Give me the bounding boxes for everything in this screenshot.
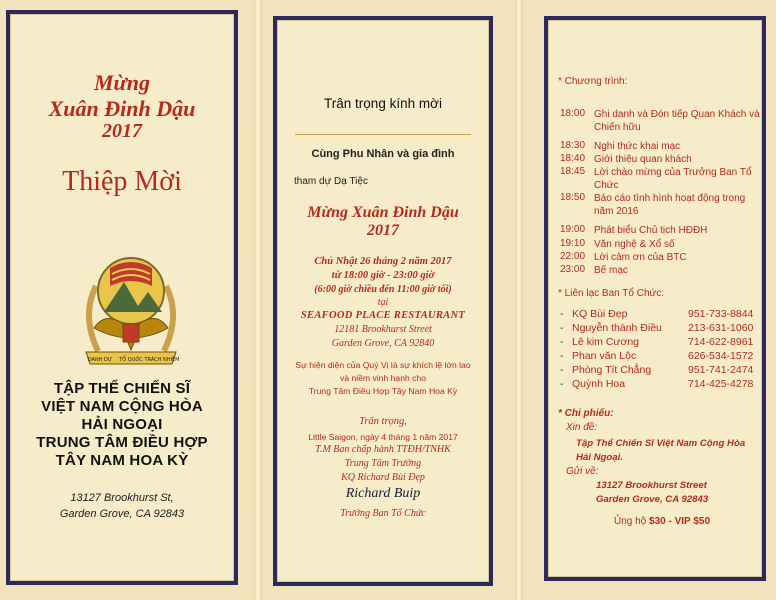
address-line2: Garden Grove, CA 92843 xyxy=(59,508,185,520)
role: Trung Tâm Trưởng xyxy=(344,458,422,469)
payable-line1: Tập Thể Chiến Sĩ Việt Nam Cộng Hòa xyxy=(576,438,746,449)
schedule-row xyxy=(560,192,760,218)
schedule-event: Báo cáo tình hình hoạt động trong năm 2016 xyxy=(594,193,746,217)
fold-line-left xyxy=(254,0,262,600)
contact-name: KQ Bùi Đẹp xyxy=(572,308,628,320)
contact-phone[interactable]: 626-534-1572 xyxy=(688,350,754,362)
check-heading: * Chi phiếu: xyxy=(558,408,614,419)
presence-line2: và niềm vinh hạnh cho xyxy=(340,373,426,383)
schedule-event: Giới thiệu quan khách xyxy=(594,154,692,165)
schedule-time: 22:00 xyxy=(560,251,586,262)
schedule-row xyxy=(560,251,760,264)
contact-row xyxy=(560,350,760,362)
contact-name: Phan văn Lộc xyxy=(572,350,637,362)
schedule-row xyxy=(560,140,760,153)
donation-prefix: Ủng hộ xyxy=(614,516,650,527)
contact-row xyxy=(560,322,760,334)
send-line1: 13127 Brookhurst Street xyxy=(596,480,707,491)
greeting-line2: Xuân Đinh Dậu xyxy=(48,96,196,121)
address-line1: 13127 Brookhurst St, xyxy=(70,492,174,504)
contact-bullet: - xyxy=(560,336,564,348)
schedule-time: 18:40 xyxy=(560,153,586,164)
org-line4: TRUNG TÂM ĐIỀU HỢP xyxy=(36,434,208,451)
contact-phone[interactable]: 951-733-8844 xyxy=(688,308,754,320)
committee: T.M Ban chấp hành TTĐH/TNHK xyxy=(315,444,451,455)
contact-name: Nguyễn thành Điều xyxy=(572,322,662,334)
attend-line: tham dự Dạ Tiệc xyxy=(294,176,368,187)
presence-line3: Trung Tâm Điều Hợp Tây Nam Hoa Kỳ xyxy=(308,386,458,396)
schedule-time: 18:45 xyxy=(560,166,586,177)
schedule-row xyxy=(560,153,760,166)
contact-phone[interactable]: 951-741-2474 xyxy=(688,364,754,376)
schedule-time: 18:30 xyxy=(560,140,586,151)
contact-heading: * Liên lạc Ban Tổ Chức: xyxy=(558,288,665,299)
org-line3: HẢI NGOẠI xyxy=(81,416,163,433)
schedule-row xyxy=(560,166,760,192)
contact-row xyxy=(560,336,760,348)
schedule-row xyxy=(560,108,760,134)
greeting-line1: Mừng xyxy=(94,70,150,95)
emblem-ribbon-left: DANH DỰ xyxy=(87,357,113,363)
event-time-note: (6:00 giờ chiều đến 11:00 giờ tối) xyxy=(314,284,452,295)
contact-bullet: - xyxy=(560,364,564,376)
venue-street: 12181 Brookhurst Street xyxy=(334,324,432,335)
place-date: Little Saigon, ngày 4 tháng 1 năm 2017 xyxy=(308,432,458,442)
military-emblem xyxy=(76,246,186,376)
schedule-time: 19:10 xyxy=(560,238,586,249)
org-line1: TẬP THỂ CHIẾN SĨ xyxy=(53,380,191,397)
event-time: từ 18:00 giờ - 23:00 giờ xyxy=(331,270,435,281)
contact-phone[interactable]: 714-425-4278 xyxy=(688,378,754,390)
schedule-row xyxy=(560,238,760,251)
program-heading: * Chương trình: xyxy=(558,76,628,87)
schedule-time: 19:00 xyxy=(560,224,586,235)
divider xyxy=(295,134,471,135)
emblem-ribbon-center: TỔ QUỐC xyxy=(119,357,143,363)
contact-bullet: - xyxy=(560,322,564,334)
contact-phone[interactable]: 714-622-8961 xyxy=(688,336,754,348)
schedule-time: 23:00 xyxy=(560,264,586,275)
payable-label: Xin đề: xyxy=(566,422,598,433)
venue-name: SEAFOOD PLACE RESTAURANT xyxy=(300,310,466,321)
org-line2: VIỆT NAM CỘNG HÒA xyxy=(41,398,203,415)
schedule-event: Lời chào mừng của Trưởng Ban Tổ Chức xyxy=(594,167,752,191)
schedule-event: Lời cảm ơn của BTC xyxy=(594,252,687,263)
schedule-event: Văn nghệ & Xổ số xyxy=(594,239,675,250)
invitation-panel xyxy=(273,16,493,586)
contact-bullet: - xyxy=(560,350,564,362)
emblem-ribbon-right: TRÁCH NHIỆM xyxy=(144,357,180,363)
card-title: Thiệp Mời xyxy=(62,166,182,197)
fold-line-right xyxy=(515,0,523,600)
contact-row xyxy=(560,364,760,376)
event-year: 2017 xyxy=(367,222,399,239)
schedule-event: Phát biểu Chủ tịch HĐĐH xyxy=(594,225,708,236)
donation xyxy=(614,516,710,527)
schedule-row xyxy=(560,264,760,277)
cover-panel xyxy=(6,10,238,585)
program-panel xyxy=(544,16,766,581)
send-line2: Garden Grove, CA 92843 xyxy=(596,494,709,505)
guest-line: Cùng Phu Nhân và gia đình xyxy=(311,148,455,160)
schedule-event: Bế mạc xyxy=(594,265,628,276)
contact-phone[interactable]: 213-631-1060 xyxy=(688,322,754,334)
contact-name: Lê kim Cương xyxy=(572,336,640,348)
send-label: Gửi về: xyxy=(566,466,599,477)
contact-row xyxy=(560,378,760,390)
at-label: tại xyxy=(377,297,389,308)
contact-name: Phòng Tít Chẳng xyxy=(572,364,652,376)
signer-title: Trưởng Ban Tổ Chức xyxy=(340,508,426,519)
regards: Trân trọng, xyxy=(359,416,407,427)
contact-bullet: - xyxy=(560,378,564,390)
schedule-time: 18:50 xyxy=(560,192,586,203)
contact-name: Quỳnh Hoa xyxy=(572,378,626,390)
schedule-event: Ghi danh và Đón tiếp Quan Khách và Chiến hữu xyxy=(594,109,760,133)
schedule-event: Nghi thức khai mạc xyxy=(594,141,681,152)
invite-heading: Trân trọng kính mời xyxy=(324,96,442,111)
greeting-year: 2017 xyxy=(102,120,142,142)
signer-name: KQ Richard Bùi Đẹp xyxy=(341,472,425,483)
org-line5: TÂY NAM HOA KỲ xyxy=(55,452,189,469)
venue-city: Garden Grove, CA 92840 xyxy=(331,338,435,349)
contact-row xyxy=(560,308,760,320)
schedule-time: 18:00 xyxy=(560,108,586,119)
event-title: Mừng Xuân Đinh Dậu xyxy=(307,204,459,221)
schedule-row xyxy=(560,224,760,237)
signature: Richard Buip xyxy=(345,486,421,501)
donation-amounts: $30 - VIP $50 xyxy=(649,516,711,527)
event-date: Chủ Nhật 26 tháng 2 năm 2017 xyxy=(314,256,452,267)
payable-line2: Hải Ngoại. xyxy=(576,452,623,463)
presence-line1: Sự hiện diện của Quý Vị là sự khích lệ lớn lao xyxy=(295,360,471,370)
contact-bullet: - xyxy=(560,308,564,320)
